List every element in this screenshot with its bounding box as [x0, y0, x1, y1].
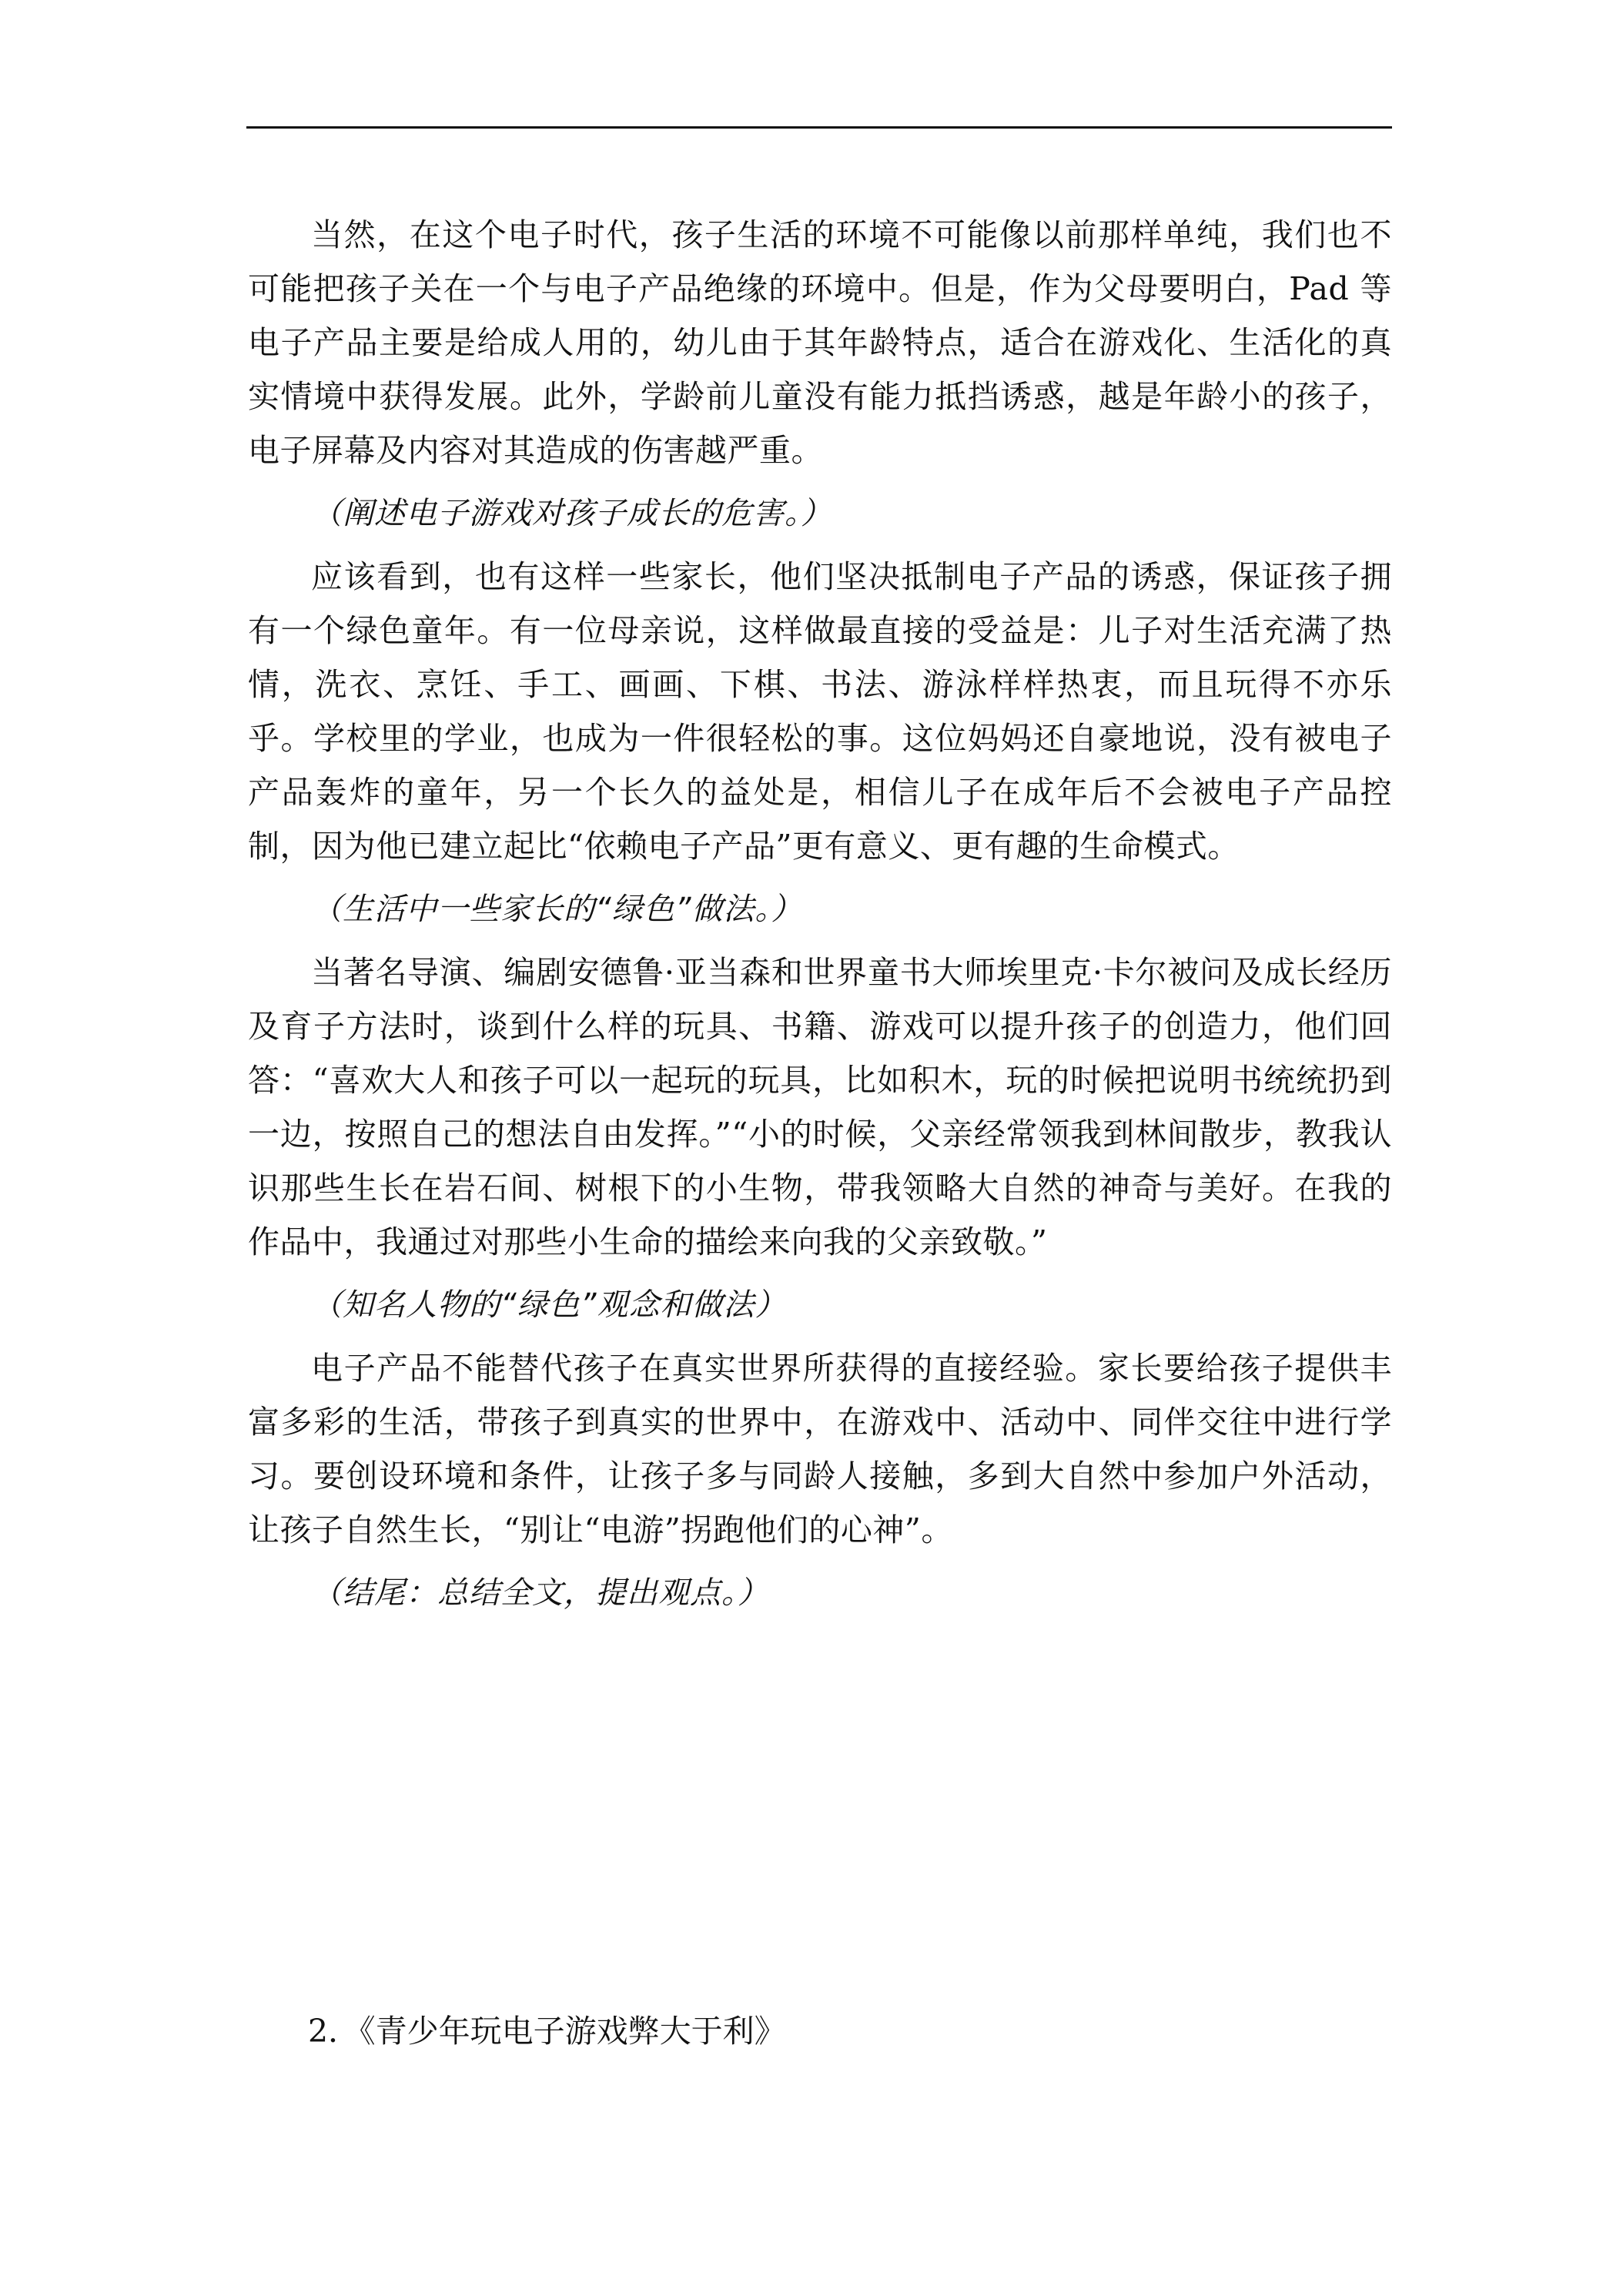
- header-rule: [246, 126, 1392, 129]
- paragraph-3: 当著名导演、编剧安德鲁·亚当森和世界童书大师埃里克·卡尔被问及成长经历及育子方法时，谈到什么样的玩具、书籍、游戏可以提升孩子的创造力，他们回答：“喜欢大人和孩子可以一起玩的玩具，比如积木，玩的时候把说明书统统扔到一边，按照自己的想法自由发挥。”“小的时候，父亲经常领我到林间散步，教我认识那些生长在岩石间、树根下的小生物，带我领略大自然的神奇与美好。在我的作品中，我通过对那些小生命的描绘来向我的父亲致敬。”: [248, 954, 1392, 1260]
- annotation-2: （生活中一些家长的“绿色”做法。）: [311, 892, 803, 927]
- paragraph-1: 当然，在这个电子时代，孩子生活的环境不可能像以前那样单纯，我们也不可能把孩子关在一个与电子产品绝缘的环境中。但是，作为父母要明白，Pad 等电子产品主要是给成人用的，幼儿由于其年龄特点，适合在游戏化、生活化的真实情境中获得发展。此外，学龄前儿童没有能力抵挡诱惑，越是年龄小的孩子，电子屏幕及内容对其造成的伤害越严重。: [248, 216, 1392, 469]
- annotation-3: （知名人物的“绿色”观念和做法）: [311, 1287, 787, 1323]
- article-body: [248, 208, 1392, 1620]
- annotation-4: （结尾：总结全文，提出观点。）: [311, 1575, 769, 1611]
- paragraph-2: 应该看到，也有这样一些家长，他们坚决抵制电子产品的诱惑，保证孩子拥有一个绿色童年。有一位母亲说，这样做最直接的受益是：儿子对生活充满了热情，洗衣、烹饪、手工、画画、下棋、书法、游泳样样热衷，而且玩得不亦乐乎。学校里的学业，也成为一件很轻松的事。这位妈妈还自豪地说，没有被电子产品轰炸的童年，另一个长久的益处是，相信儿子在成年后不会被电子产品控制，因为他已建立起比“依赖电子产品”更有意义、更有趣的生命模式。: [248, 558, 1392, 865]
- next-item-title: 2．《青少年玩电子游戏弊大于利》: [308, 2013, 786, 2050]
- paragraph-4: 电子产品不能替代孩子在真实世界所获得的直接经验。家长要给孩子提供丰富多彩的生活，带孩子到真实的世界中，在游戏中、活动中、同伴交往中进行学习。要创设环境和条件，让孩子多与同龄人接触，多到大自然中参加户外活动，让孩子自然生长，“别让“电游”拐跑他们的心神”。: [248, 1350, 1392, 1548]
- annotation-1: （阐述电子游戏对孩子成长的危害。）: [311, 496, 832, 531]
